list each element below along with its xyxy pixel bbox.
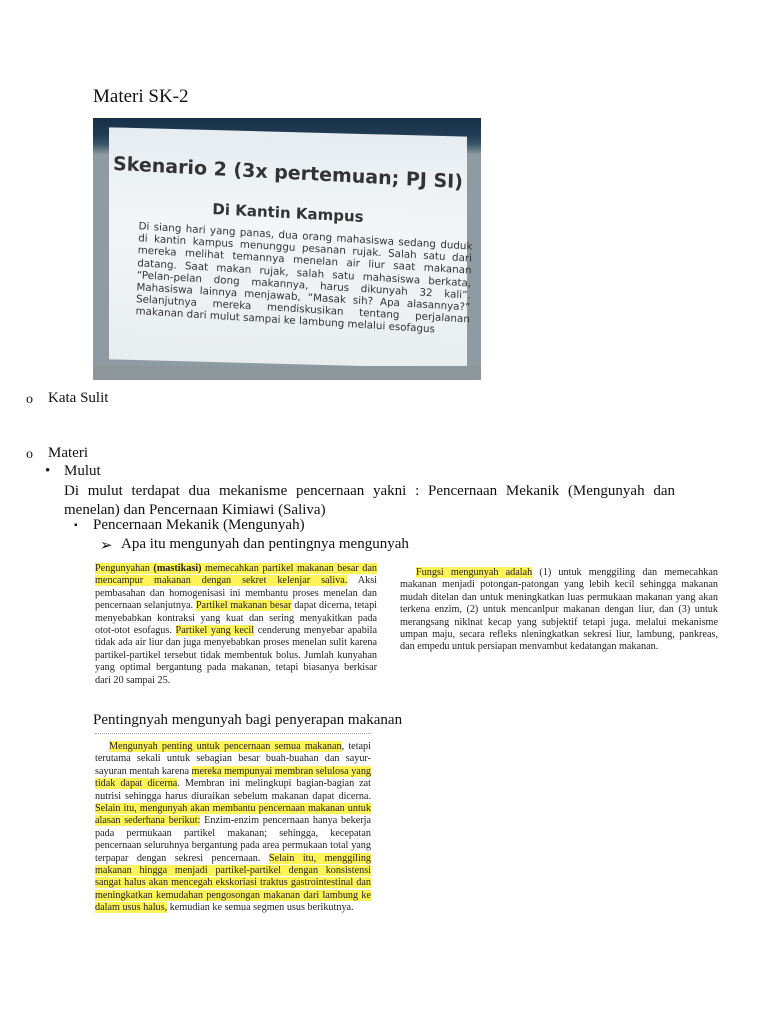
highlight-text: Mengunyah penting untuk pencernaan semua makanan bbox=[109, 741, 342, 752]
dot-bullet-icon: • bbox=[45, 463, 51, 479]
mulut-label: Mulut bbox=[64, 463, 101, 479]
excerpt-text: kemudian ke semua segmen usus berikutnya. bbox=[167, 902, 354, 914]
scenario-photo bbox=[93, 118, 481, 380]
pencernaan-mekanik-label: Pencernaan Mekanik (Mengunyah) bbox=[93, 517, 305, 533]
highlight-text: Partikel yang kecil bbox=[175, 625, 255, 637]
circle-bullet-icon: o bbox=[26, 447, 33, 462]
pentingnya-label: Pentingnyah mengunyah bagi penyerapan makanan bbox=[93, 712, 403, 728]
mulut-paragraph: Di mulut terdapat dua mekanisme pencernaan yakni : Pencernaan Mekanik (Mengunyah dan menelan) dan Pencernaan Kimiawi (Saliva) bbox=[64, 483, 675, 518]
excerpt-text: , tetapi terutama sekali untuk sebagian besar buah-buahan dan sayur-sayuran mentah karena bbox=[95, 741, 371, 777]
highlight-text: Fungsi mengunyah adalah bbox=[416, 567, 533, 578]
excerpt-text: cenderung menyebar apabila tidak ada air liur dan juga menyebabkan proses menelan sulit karena partikel-partikel tersebut tidak membentuk bolus. Jumlah kunyahan yang optimal bergantung pada makanan, tetapi biasanya berkisar dari 20 sampai 25. bbox=[95, 625, 377, 686]
projector-screen bbox=[109, 127, 473, 368]
highlight-text: Selain itu, mengunyah akan membantu pencernaan makanan untuk alasan sederhana berikut: bbox=[95, 803, 371, 827]
excerpt-text: dapat dicerna, tetapi menyebabkan kontraksi yang kuat dan sering menyakitkan pada otot-otot esofagus. bbox=[95, 600, 377, 637]
scenario-heading: Skenario 2 (3x pertemuan; PJ SI) bbox=[112, 152, 464, 194]
excerpt-text: Enzim-enzim pencernaan hanya bekerja pada permukaan partikel makanan; sehingga, kecepatan pencernaan seluruhnya bergantung pada area permukaan total yang terpapar dengan sekresi pencernaan. bbox=[95, 815, 371, 864]
page-title: Materi SK-2 bbox=[93, 86, 189, 107]
highlight-text: Selain itu, menggiling makanan hingga menjadi partikel-partikel dengan konsistensi sangat halus akan mencegah ekskoriasi traktus gastrointestinal dan meningkatkan kemudahan pengosongan makanan dari lambung ke dalam usus halus, bbox=[95, 852, 372, 914]
arrow-bullet-icon: ➢ bbox=[100, 538, 113, 554]
highlight-text: (mastikasi) bbox=[153, 563, 202, 574]
excerpt-mastikasi bbox=[95, 563, 377, 687]
kata-sulit-label: Kata Sulit bbox=[48, 390, 109, 406]
circle-bullet-icon: o bbox=[26, 392, 33, 407]
excerpt-text: . Membran ini melingkupi bagian-bagian zat nutrisi sehingga harus diuraikan sebelum makanan dapat dicerna. bbox=[95, 778, 371, 802]
highlight-text: memecahkan partikel makanan besar dan mencampur makanan dengan sekret kelenjar saliva. bbox=[95, 563, 378, 587]
highlight-text: Partikel makanan besar bbox=[195, 600, 292, 612]
materi-label: Materi bbox=[48, 445, 88, 461]
excerpt-fungsi-mengunyah bbox=[400, 567, 718, 654]
highlight-text: Pengunyahan bbox=[95, 563, 154, 574]
excerpt-cut-edge bbox=[95, 733, 371, 739]
apa-itu-label: Apa itu mengunyah dan pentingnya mengunyah bbox=[121, 536, 409, 552]
excerpt-text: Aksi pembasahan dan homogenisasi ini membantu proses menelan dan pencernaan selanjutnya. bbox=[95, 575, 378, 612]
excerpt-pentingnya bbox=[95, 741, 371, 915]
square-bullet-icon: ▪ bbox=[74, 520, 78, 531]
photo-floor bbox=[93, 366, 481, 380]
scenario-body: Di siang hari yang panas, dua orang mahasiswa sedang duduk di kantin kampus menunggu pesanan rujak. Salah satu dari mereka melihat temannya menelan air liur saat makanan datang. Saat makan rujak, salah satu mahasiswa berkata, “Pelan-pelan dong makannya, harus dikunyah 32 kali”. Mahasiswa lainnya menjawab, “Masak sih? Apa alasannya?” Selanjutnya mereka mendiskusikan tentang perjalanan makanan dari mulut sampai ke lambung melalui esofagus bbox=[135, 220, 473, 336]
highlight-text: mereka mempunyai membran selulosa yang tidak dapat dicerna bbox=[95, 765, 372, 790]
excerpt-text: (1) untuk menggiling dan memecahkan makanan menjadi potongan-patongan yang lebih kecil sehingga makanan mudah ditelan dan untuk meningkatkan luas permukaan makanan yang akan terkena enzim, (2) untuk mencanlpur makanan dengan liur, dan (3) untuk merangsang niklnat kecap yang subjektif tetapi juga. melalui mekanisme umpan maju, secara refleks nleningkatkan sekresi liur, lambung, pankreas, dan empedu untuk persiapan menvambut kedatangan makanan. bbox=[400, 567, 718, 653]
scenario-subheading: Di Kantin Kampus bbox=[212, 200, 364, 226]
